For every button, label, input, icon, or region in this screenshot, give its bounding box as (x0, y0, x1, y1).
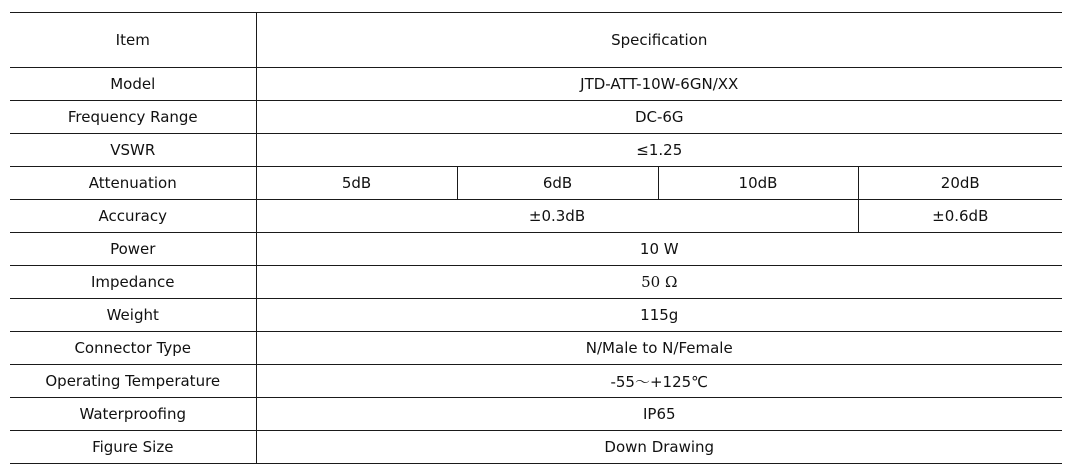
row-value: ≤1.25 (256, 134, 1062, 167)
table-row-impedance (10, 266, 1062, 299)
specification-table (10, 12, 1062, 464)
table-row-waterproofing (10, 398, 1062, 431)
table-row-attenuation (10, 167, 1062, 200)
header-specification: Specification (256, 13, 1062, 68)
row-value: 10 W (256, 233, 1062, 266)
attenuation-20db: 20dB (858, 167, 1062, 200)
row-label: Power (10, 233, 256, 266)
accuracy-low-attenuation: ±0.3dB (256, 200, 858, 233)
table-row-accuracy (10, 200, 1062, 233)
table-row-figure-size (10, 431, 1062, 464)
table-row-frequency-range (10, 101, 1062, 134)
row-label: Frequency Range (10, 101, 256, 134)
table-row-vswr (10, 134, 1062, 167)
attenuation-6db: 6dB (457, 167, 658, 200)
table-row-model (10, 68, 1062, 101)
row-label: Figure Size (10, 431, 256, 464)
attenuation-5db: 5dB (256, 167, 457, 200)
table-row-connector-type (10, 332, 1062, 365)
row-value: DC-6G (256, 101, 1062, 134)
row-value: Down Drawing (256, 431, 1062, 464)
row-label: Attenuation (10, 167, 256, 200)
row-label: Model (10, 68, 256, 101)
row-value: JTD-ATT-10W-6GN/XX (256, 68, 1062, 101)
row-value: -55～+125℃ (256, 365, 1062, 398)
row-value: 50 Ω (256, 266, 1062, 299)
row-label: VSWR (10, 134, 256, 167)
row-label: Accuracy (10, 200, 256, 233)
row-value: N/Male to N/Female (256, 332, 1062, 365)
row-label: Waterproofing (10, 398, 256, 431)
attenuation-10db: 10dB (658, 167, 858, 200)
accuracy-high-attenuation: ±0.6dB (858, 200, 1062, 233)
table-header-row (10, 13, 1062, 68)
row-value: IP65 (256, 398, 1062, 431)
row-label: Operating Temperature (10, 365, 256, 398)
table-row-weight (10, 299, 1062, 332)
row-value: 115g (256, 299, 1062, 332)
header-item: Item (10, 13, 256, 68)
table-row-operating-temperature (10, 365, 1062, 398)
row-label: Impedance (10, 266, 256, 299)
row-label: Connector Type (10, 332, 256, 365)
row-label: Weight (10, 299, 256, 332)
table-row-power (10, 233, 1062, 266)
